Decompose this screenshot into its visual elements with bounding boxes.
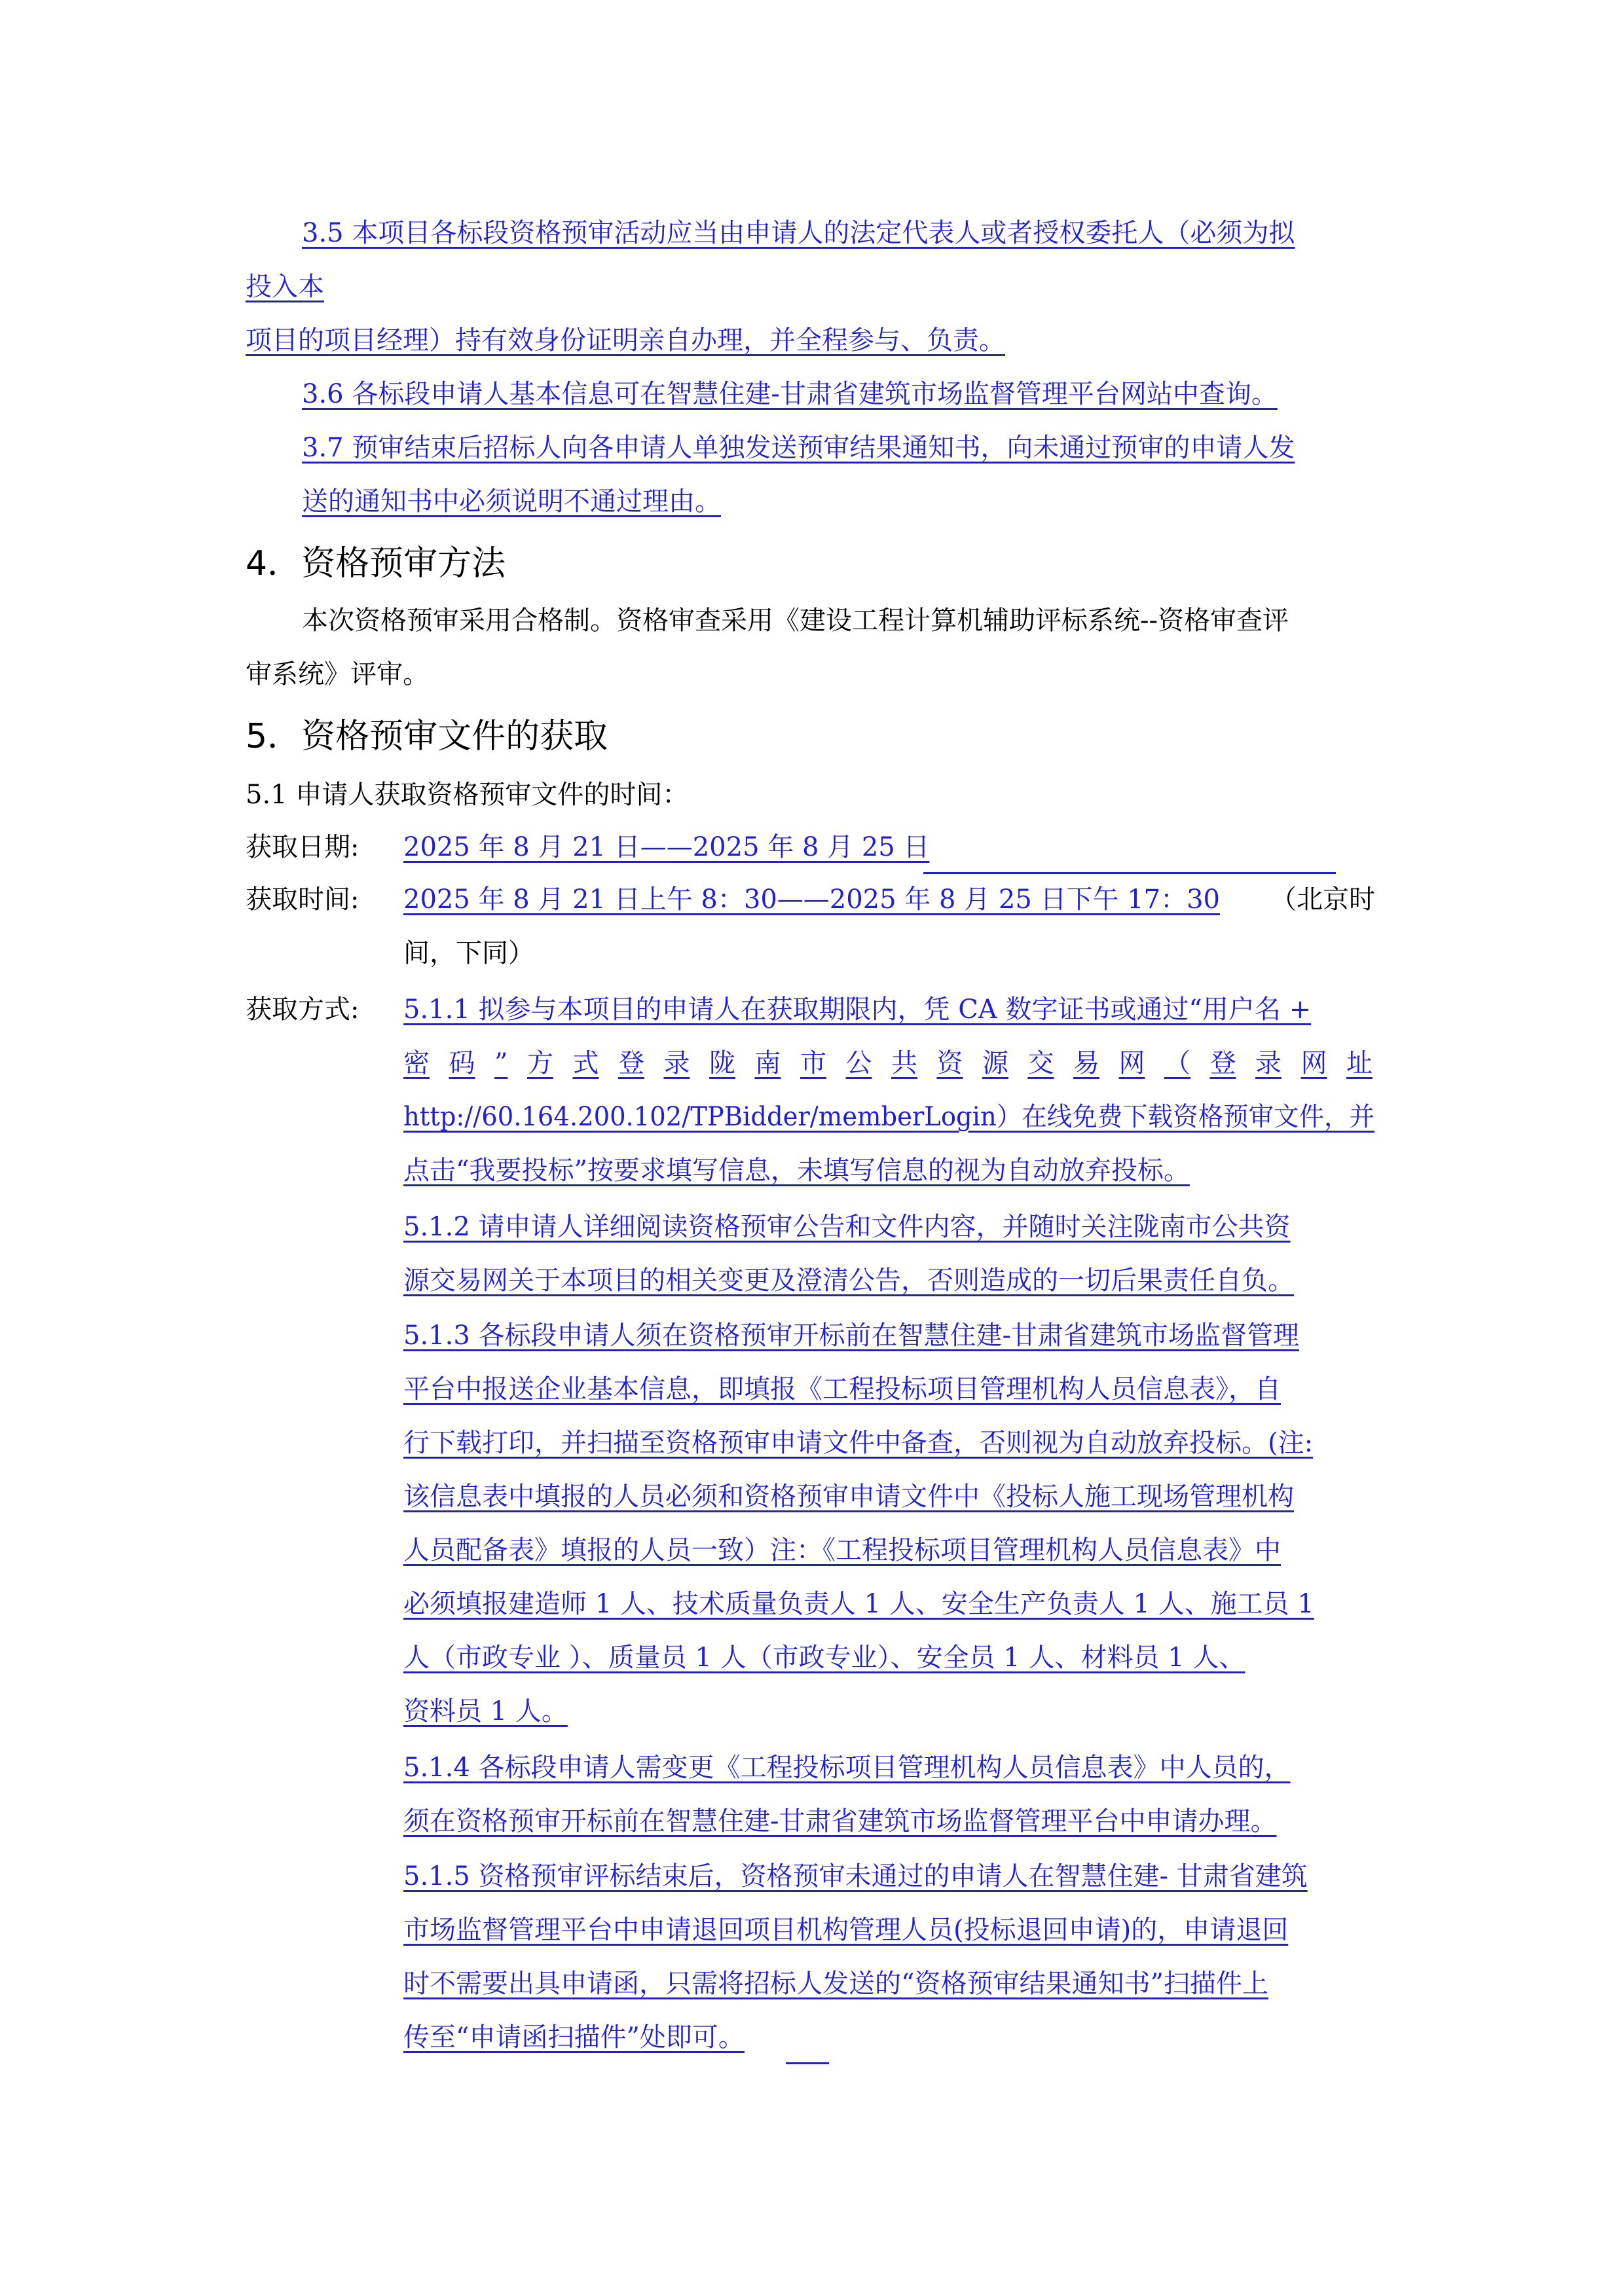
date-underline-fill <box>923 872 1336 874</box>
para-3-7-line1: 3.7 预审结束后招标人向各申请人单独发送预审结果通知书，向未通过预审的申请人发 <box>302 433 1295 463</box>
method-5-1-1-line4: 点击“我要投标”按要求填写信息，未填写信息的视为自动放弃投标。 <box>403 1156 1190 1186</box>
char: 码 <box>449 1048 475 1078</box>
method-label: 获取方式: <box>246 994 360 1025</box>
method-5-1-1-line2 <box>403 1045 1373 1082</box>
method-5-1-4-line2: 须在资格预审开标前在智慧住建-甘肃省建筑市场监督管理平台中申请办理。 <box>403 1806 1277 1836</box>
char: 录 <box>1255 1048 1282 1078</box>
section-4-text-line1: 本次资格预审采用合格制。资格审查采用《建设工程计算机辅助评标系统--资格审查评 <box>302 606 1289 636</box>
char: 资 <box>936 1048 963 1078</box>
para-3-5-line1: 3.5 本项目各标段资格预审活动应当由申请人的法定代表人或者授权委托人（必须为拟 <box>302 218 1295 248</box>
char: 网 <box>1301 1048 1327 1078</box>
heading-section-4: 4．资格预审方法 <box>246 544 506 583</box>
time-suffix: （北京时 <box>1270 884 1375 915</box>
char: 南 <box>754 1048 781 1078</box>
char: 式 <box>572 1048 599 1078</box>
char: 网 <box>1118 1048 1145 1078</box>
time-value: 2025 年 8 月 21 日上午 8：30——2025 年 8 月 25 日下午 17：30 <box>403 884 1221 915</box>
char: ” <box>494 1048 508 1078</box>
date-value: 2025 年 8 月 21 日——2025 年 8 月 25 日 <box>403 832 930 862</box>
method-5-1-3-line4: 该信息表中填报的人员必须和资格预审申请文件中《投标人施工现场管理机构 <box>403 1482 1294 1512</box>
para-3-6: 3.6 各标段申请人基本信息可在智慧住建-甘肃省建筑市场监督管理平台网站中查询。 <box>302 379 1278 409</box>
char: 易 <box>1073 1048 1099 1078</box>
method-5-1-5-line2: 市场监督管理平台中申请退回项目机构管理人员(投标退回申请)的，申请退回 <box>403 1915 1289 1945</box>
char: 交 <box>1027 1048 1054 1078</box>
method-5-1-3-line2: 平台中报送企业基本信息，即填报《工程投标项目管理机构人员信息表》，自 <box>403 1374 1281 1404</box>
method-5-1-1-line1: 5.1.1 拟参与本项目的申请人在获取期限内，凭 CA 数字证书或通过“用户名 + <box>403 994 1312 1025</box>
char: 登 <box>618 1048 644 1078</box>
time-label: 获取时间: <box>246 884 360 915</box>
method-5-1-3-line1: 5.1.3 各标段申请人须在资格预审开标前在智慧住建-甘肃省建筑市场监督管理 <box>403 1321 1300 1351</box>
method-5-1-5-line4: 传至“申请函扫描件”处即可。 <box>403 2022 745 2052</box>
para-5-1: 5.1 申请人获取资格预审文件的时间： <box>246 780 689 810</box>
method-5-1-5-line3: 时不需要出具申请函，只需将招标人发送的“资格预审结果通知书”扫描件上 <box>403 1969 1268 1999</box>
char: 源 <box>982 1048 1008 1078</box>
method-5-1-5-underline-tail <box>786 2062 829 2064</box>
method-5-1-2-line2: 源交易网关于本项目的相关变更及澄清公告，否则造成的一切后果责任自负。 <box>403 1266 1294 1296</box>
char: 录 <box>663 1048 690 1078</box>
method-5-1-4-line1: 5.1.4 各标段申请人需变更《工程投标项目管理机构人员信息表》中人员的， <box>403 1753 1291 1783</box>
char: 共 <box>891 1048 917 1078</box>
char: 公 <box>845 1048 872 1078</box>
method-5-1-3-line3: 行下载打印，并扫描至资格预审申请文件中备查，否则视为自动放弃投标。(注: <box>403 1428 1314 1458</box>
method-5-1-1-line3-url[interactable]: http://60.164.200.102/TPBidder/memberLogin）在线免费下载资格预审文件，并 <box>403 1102 1375 1132</box>
char: 址 <box>1346 1048 1373 1078</box>
time-line2: 间，下同） <box>403 938 534 968</box>
char: 密 <box>403 1048 430 1078</box>
heading-section-5: 5．资格预审文件的获取 <box>246 717 608 756</box>
char: 市 <box>800 1048 826 1078</box>
para-3-5-line2: 投入本 <box>246 272 324 302</box>
method-5-1-3-line8: 资料员 1 人。 <box>403 1696 568 1726</box>
method-5-1-2-line1: 5.1.2 请申请人详细阅读资格预审公告和文件内容，并随时关注陇南市公共资 <box>403 1212 1291 1242</box>
char: 方 <box>526 1048 553 1078</box>
method-5-1-5-line1: 5.1.5 资格预审评标结束后，资格预审未通过的申请人在智慧住建- 甘肃省建筑 <box>403 1861 1308 1891</box>
char: （ <box>1164 1048 1190 1078</box>
char: 陇 <box>709 1048 735 1078</box>
section-4-text-line2: 审系统》评审。 <box>246 659 429 689</box>
char: 登 <box>1209 1048 1236 1078</box>
method-5-1-3-line7: 人（市政专业 ）、质量员 1 人（市政专业）、安全员 1 人、材料员 1 人、 <box>403 1643 1246 1673</box>
method-5-1-3-line5: 人员配备表》填报的人员一致）注：《工程投标项目管理机构人员信息表》中 <box>403 1535 1281 1565</box>
date-label: 获取日期: <box>246 832 360 862</box>
para-3-5-line3: 项目的项目经理）持有效身份证明亲自办理，并全程参与、负责。 <box>246 325 1005 355</box>
para-3-7-line2: 送的通知书中必须说明不通过理由。 <box>302 486 721 517</box>
method-5-1-3-line6: 必须填报建造师 1 人、技术质量负责人 1 人、安全生产负责人 1 人、施工员 1 <box>403 1589 1314 1619</box>
